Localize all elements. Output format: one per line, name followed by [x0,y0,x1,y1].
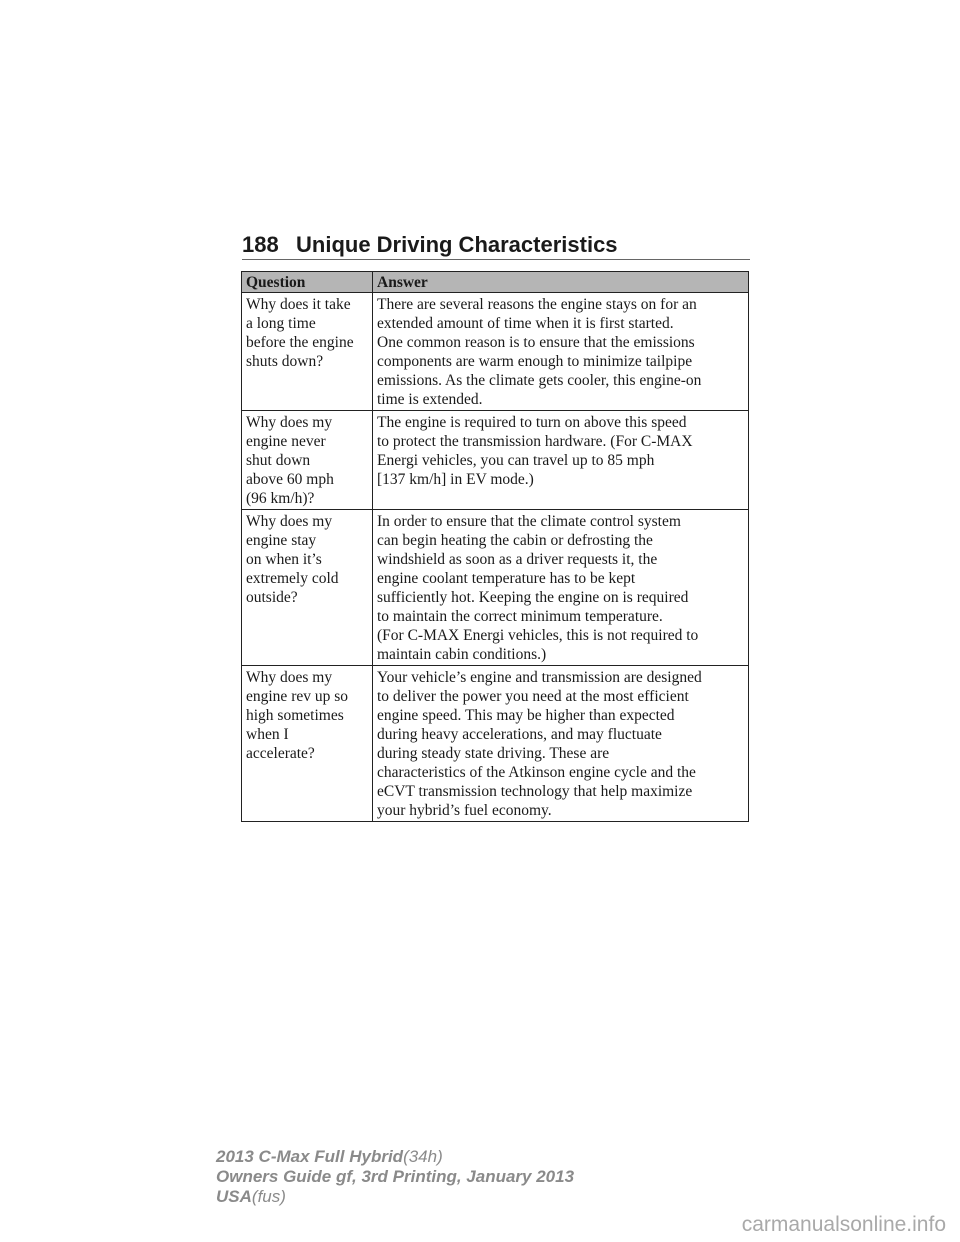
table-row [242,411,749,510]
column-header-question: Question [242,272,373,293]
question-cell: Why does it take a long time before the engine shuts down? [242,293,373,411]
footer-model-code: (34h) [403,1147,443,1166]
answer-cell: There are several reasons the engine stays on for an extended amount of time when it is first started. One common reason is to ensure that the emissions components are warm enough to minimize tailpipe emissions. As the climate gets cooler, this engine-on time is extended. [373,293,749,411]
page-header [242,232,750,262]
faq-table [241,271,749,822]
section-title: Unique Driving Characteristics [296,232,618,257]
question-cell: Why does my engine stay on when it’s extremely cold outside? [242,510,373,666]
footer-line-market [216,1187,574,1207]
answer-cell: The engine is required to turn on above this speed to protect the transmission hardware. (For C-MAX Energi vehicles, you can travel up to 85 mph [137 km/h] in EV mode.) [373,411,749,510]
answer-cell: In order to ensure that the climate control system can begin heating the cabin or defrosting the windshield as soon as a driver requests it, the engine coolant temperature has to be kept sufficiently hot. Keeping the engine on is required to maintain the correct minimum temperature. (For C-MAX Energi vehicles, this is not required to maintain cabin conditions.) [373,510,749,666]
footer-line-model [216,1147,574,1167]
table-row [242,666,749,822]
footer-line-printing: Owners Guide gf, 3rd Printing, January 2013 [216,1167,575,1186]
page-number: 188 [242,232,279,257]
question-cell: Why does my engine rev up so high sometimes when I accelerate? [242,666,373,822]
footer-market: USA [216,1187,252,1206]
footer-model: 2013 C-Max Full Hybrid [216,1147,404,1166]
question-cell: Why does my engine never shut down above 60 mph (96 km/h)? [242,411,373,510]
table-row [242,510,749,666]
watermark: carmanualsonline.info [741,1213,946,1236]
header-rule [242,259,750,260]
print-footer [216,1147,574,1207]
table-header-row [242,272,749,293]
answer-cell: Your vehicle’s engine and transmission are designed to deliver the power you need at the most efficient engine speed. This may be higher than expected during heavy accelerations, and may fluctuate during steady state driving. These are characteristics of the Atkinson engine cycle and the eCVT transmission technology that help maximize your hybrid’s fuel economy. [373,666,749,822]
column-header-answer: Answer [373,272,749,293]
footer-market-code: (fus) [251,1187,286,1206]
table-row [242,293,749,411]
